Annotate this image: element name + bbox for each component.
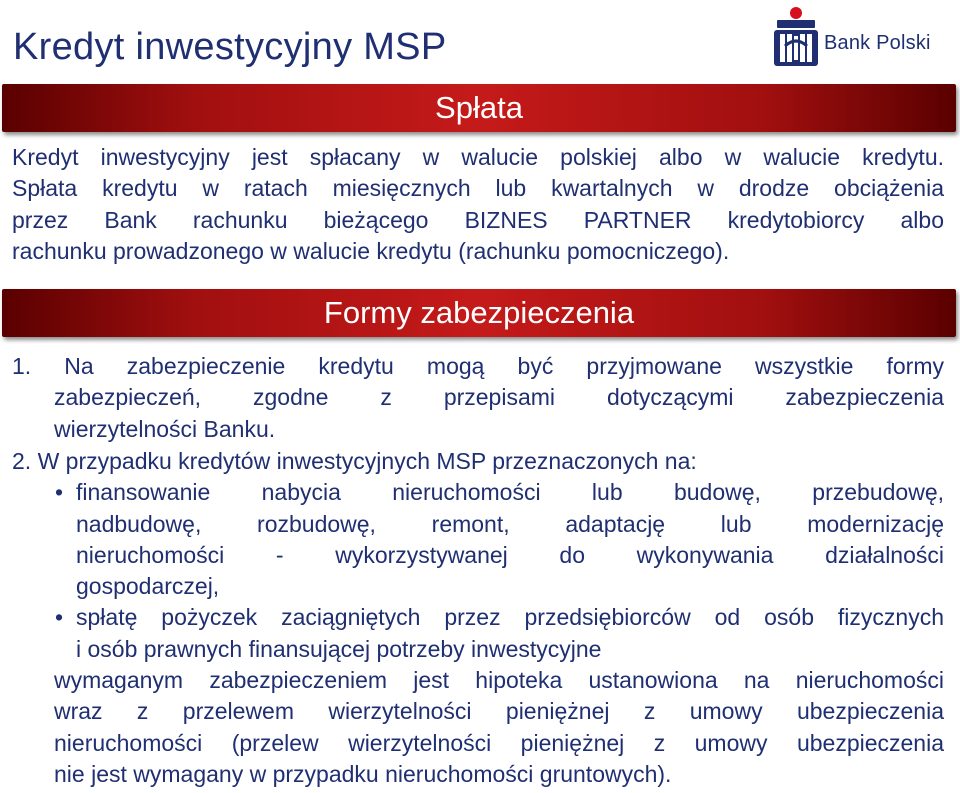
paragraph-line: Spłata kredytu w ratach miesięcznych lub kwartalnych w drodze obciążenia <box>12 175 944 202</box>
paragraph-line: rachunku prowadzonego w walucie kredytu (rachunku pomocniczego). <box>12 237 730 264</box>
bullet-item-2 <box>12 602 944 665</box>
numbered-item-1 <box>12 351 944 445</box>
paragraph-line: wierzytelności Banku. <box>54 415 276 442</box>
numbered-item-2 <box>12 446 944 790</box>
pko-emblem-icon <box>768 6 824 70</box>
paragraph-line: nie jest wymagany w przypadku nieruchomości gruntowych). <box>54 760 672 787</box>
paragraph-line: nieruchomości - wykorzystywanej do wykonywania działalności <box>76 541 944 568</box>
section-heading-splata: Spłata <box>2 84 956 132</box>
paragraph-line: przez Bank rachunku bieżącego BIZNES PARTNER kredytobiorcy albo <box>12 206 944 233</box>
paragraph-line: wymaganym zabezpieczeniem jest hipoteka ustanowiona na nieruchomości <box>54 667 944 694</box>
paragraph-line: finansowanie nabycia nieruchomości lub budowę, przebudowę, <box>76 479 944 506</box>
paragraph-line: 1. Na zabezpieczenie kredytu mogą być przyjmowane wszystkie formy <box>12 353 944 379</box>
bullet-item-1 <box>12 477 944 602</box>
paragraph-line: i osób prawnych finansującej potrzeby inwestycyjne <box>76 635 602 662</box>
section-heading-formy-zabezpieczenia: Formy zabezpieczenia <box>2 289 956 337</box>
paragraph-line: Kredyt inwestycyjny jest spłacany w walucie polskiej albo w walucie kredytu. <box>12 144 944 170</box>
logo-text: Bank Polski <box>824 32 931 54</box>
section-splata-body <box>12 142 944 267</box>
paragraph-line: wraz z przelewem wierzytelności pieniężnej z umowy ubezpieczenia <box>54 698 944 725</box>
bullet-icon: • <box>55 604 64 631</box>
paragraph-line: nieruchomości (przelew wierzytelności pieniężnej z umowy ubezpieczenia <box>54 729 944 756</box>
paragraph-line: gospodarczej, <box>76 573 220 600</box>
page-title: Kredyt inwestycyjny MSP <box>13 26 447 68</box>
bullet-icon: • <box>55 479 64 506</box>
paragraph-line: 2. W przypadku kredytów inwestycyjnych MSP przeznaczonych na: <box>12 448 697 474</box>
paragraph-line: nadbudowę, rozbudowę, remont, adaptację lub modernizację <box>76 510 944 537</box>
pko-bank-polski-logo <box>768 6 948 70</box>
paragraph-line: spłatę pożyczek zaciągniętych przez przedsiębiorców od osób fizycznych <box>76 604 944 631</box>
paragraph-line: zabezpieczeń, zgodne z przepisami dotyczącymi zabezpieczenia <box>54 384 944 411</box>
